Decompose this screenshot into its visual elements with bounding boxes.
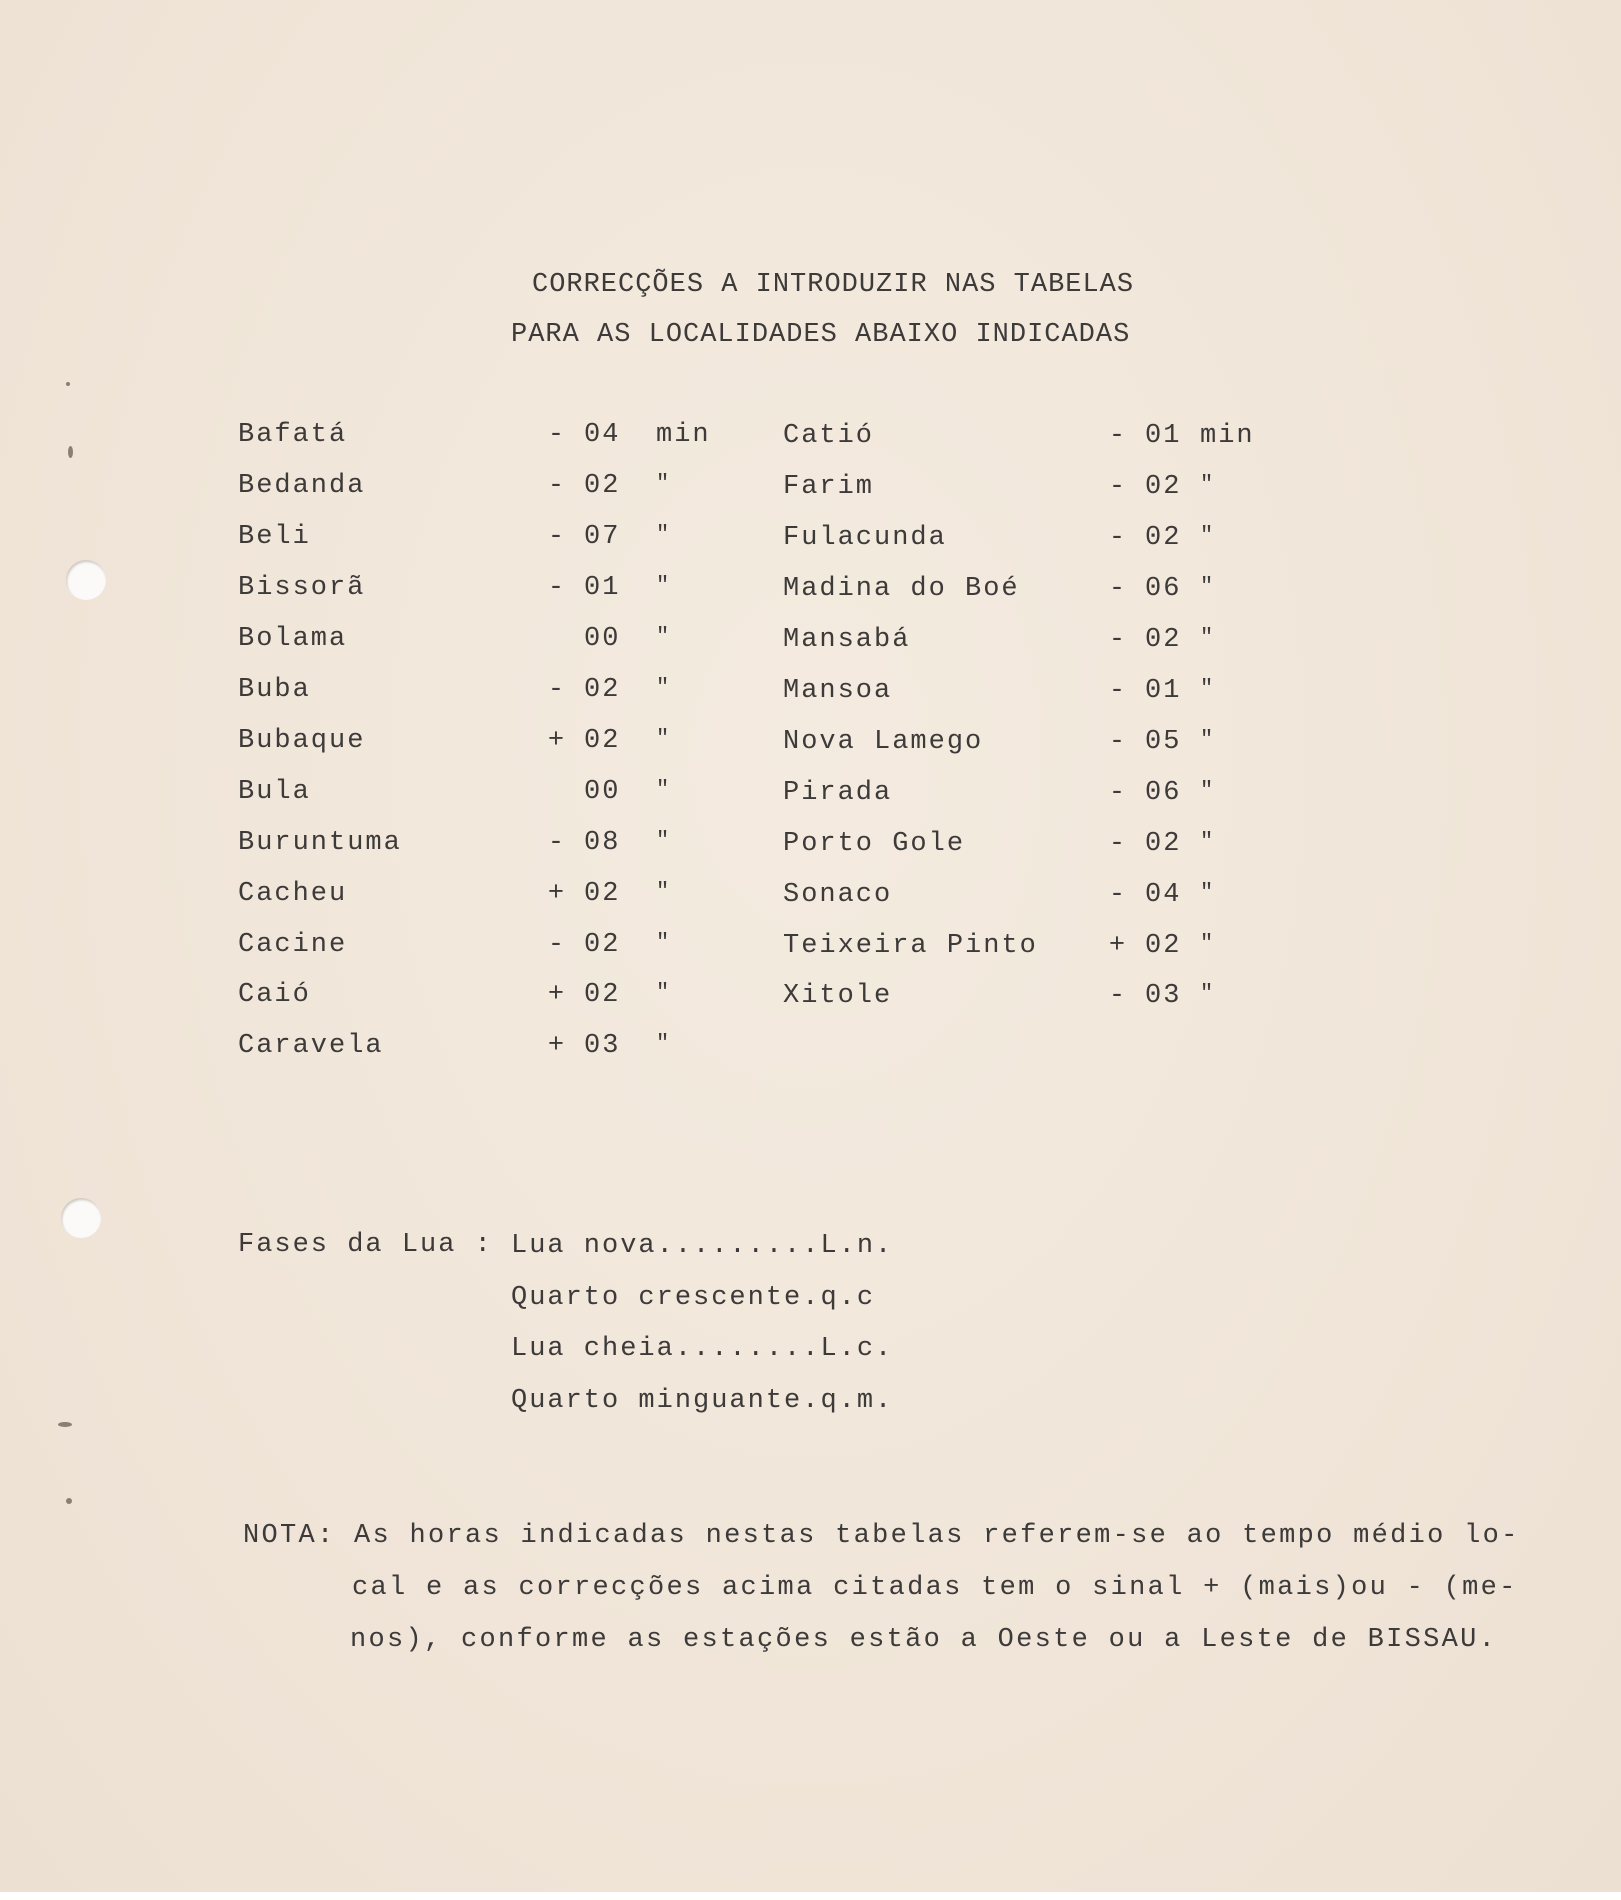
correction-value: 04 [584, 420, 621, 450]
punch-hole-icon [66, 560, 106, 600]
correction-unit: " [1200, 829, 1214, 854]
correction-sign: - [1108, 421, 1128, 451]
correction-value: 02 [1145, 523, 1182, 553]
correction-sign: - [1108, 625, 1128, 655]
speck-mark [66, 1498, 72, 1504]
correction-unit: " [656, 930, 670, 955]
punch-hole-icon [61, 1198, 101, 1238]
speck-mark [68, 446, 73, 458]
correction-sign: - [1108, 981, 1128, 1011]
correction-sign: - [1108, 472, 1128, 502]
locality-name: Porto Gole [783, 829, 966, 859]
correction-value: 04 [1145, 880, 1182, 910]
locality-name: Nova Lamego [783, 727, 984, 757]
correction-unit: " [656, 624, 670, 649]
moon-phase-item: Quarto crescente.q.c [511, 1283, 876, 1313]
correction-value: 05 [1145, 727, 1182, 757]
correction-unit: " [1200, 880, 1214, 905]
correction-value: 02 [584, 675, 621, 705]
correction-unit: " [1200, 523, 1214, 548]
correction-sign: - [1108, 523, 1128, 553]
correction-unit: " [656, 573, 670, 598]
correction-value: 01 [584, 573, 621, 603]
moon-phase-item: Lua nova.........L.n. [511, 1231, 894, 1261]
correction-value: 02 [1145, 625, 1182, 655]
correction-sign: - [547, 675, 567, 705]
correction-sign: + [547, 879, 567, 909]
locality-name: Buba [238, 675, 311, 705]
correction-sign: - [1108, 727, 1128, 757]
locality-name: Mansoa [783, 676, 893, 706]
locality-name: Caravela [238, 1031, 384, 1061]
locality-name: Bula [238, 777, 311, 807]
correction-unit: " [1200, 676, 1214, 701]
correction-value: 06 [1145, 574, 1182, 604]
locality-name: Bissorã [238, 573, 366, 603]
nota-line: cal e as correcções acima citadas tem o sinal + (mais)ou - (me- [352, 1573, 1518, 1603]
locality-name: Bafatá [238, 420, 348, 450]
locality-name: Farim [783, 472, 875, 502]
locality-name: Mansabá [783, 625, 911, 655]
moon-phase-item: Lua cheia........L.c. [511, 1334, 894, 1364]
locality-name: Bolama [238, 624, 348, 654]
moon-phases-label: Fases da Lua : [238, 1230, 493, 1260]
correction-value: 02 [584, 726, 621, 756]
correction-value: 02 [584, 930, 621, 960]
correction-sign: - [1108, 676, 1128, 706]
correction-unit: min [1200, 421, 1255, 451]
nota-line: nos), conforme as estações estão a Oeste ou a Leste de BISSAU. [350, 1625, 1498, 1655]
correction-sign: + [547, 726, 567, 756]
locality-name: Madina do Boé [783, 574, 1020, 604]
correction-value: 07 [584, 522, 621, 552]
moon-phase-item: Quarto minguante.q.m. [511, 1386, 894, 1416]
locality-name: Catió [783, 421, 875, 451]
locality-name: Bubaque [238, 726, 366, 756]
correction-sign: - [547, 420, 567, 450]
correction-unit: " [656, 522, 670, 547]
locality-name: Xitole [783, 981, 893, 1011]
correction-unit: " [656, 879, 670, 904]
correction-unit: " [1200, 574, 1214, 599]
nota-line: NOTA: As horas indicadas nestas tabelas referem-se ao tempo médio lo- [243, 1521, 1520, 1551]
correction-unit: " [1200, 727, 1214, 752]
correction-value: 02 [1145, 829, 1182, 859]
correction-value: 02 [584, 471, 621, 501]
correction-unit: " [656, 777, 670, 802]
correction-value: 01 [1145, 421, 1182, 451]
page-title-line-2: PARA AS LOCALIDADES ABAIXO INDICADAS [511, 320, 1131, 350]
correction-sign: - [1108, 778, 1128, 808]
locality-name: Sonaco [783, 880, 893, 910]
correction-sign: - [1108, 880, 1128, 910]
speck-mark [58, 1422, 72, 1427]
page-title-line-1: CORRECÇÕES A INTRODUZIR NAS TABELAS [532, 270, 1135, 300]
correction-unit: " [1200, 625, 1214, 650]
correction-value: 02 [584, 879, 621, 909]
correction-value: 06 [1145, 778, 1182, 808]
correction-sign: + [1108, 931, 1128, 961]
locality-name: Cacine [238, 930, 348, 960]
correction-unit: " [656, 471, 670, 496]
scan-edge [0, 1892, 1621, 1900]
correction-value: 03 [584, 1031, 621, 1061]
correction-sign: - [547, 930, 567, 960]
correction-value: 02 [1145, 472, 1182, 502]
correction-unit: " [656, 675, 670, 700]
speck-mark [66, 382, 70, 386]
correction-value: 00 [584, 624, 621, 654]
correction-sign: + [547, 1031, 567, 1061]
correction-value: 01 [1145, 676, 1182, 706]
correction-unit: " [656, 980, 670, 1005]
locality-name: Buruntuma [238, 828, 402, 858]
correction-value: 02 [584, 980, 621, 1010]
locality-name: Cacheu [238, 879, 348, 909]
correction-value: 08 [584, 828, 621, 858]
correction-sign: - [1108, 574, 1128, 604]
locality-name: Pirada [783, 778, 893, 808]
locality-name: Caió [238, 980, 311, 1010]
correction-value: 00 [584, 777, 621, 807]
correction-unit: " [656, 828, 670, 853]
correction-sign: - [547, 573, 567, 603]
correction-unit: " [656, 726, 670, 751]
correction-sign: + [547, 980, 567, 1010]
correction-unit: " [1200, 981, 1214, 1006]
correction-unit: min [656, 420, 711, 450]
correction-unit: " [656, 1031, 670, 1056]
correction-sign: - [1108, 829, 1128, 859]
correction-unit: " [1200, 472, 1214, 497]
locality-name: Fulacunda [783, 523, 947, 553]
correction-unit: " [1200, 931, 1214, 956]
locality-name: Teixeira Pinto [783, 931, 1038, 961]
locality-name: Beli [238, 522, 311, 552]
locality-name: Bedanda [238, 471, 366, 501]
correction-unit: " [1200, 778, 1214, 803]
correction-value: 02 [1145, 931, 1182, 961]
correction-sign: - [547, 471, 567, 501]
correction-sign: - [547, 828, 567, 858]
correction-value: 03 [1145, 981, 1182, 1011]
correction-sign: - [547, 522, 567, 552]
